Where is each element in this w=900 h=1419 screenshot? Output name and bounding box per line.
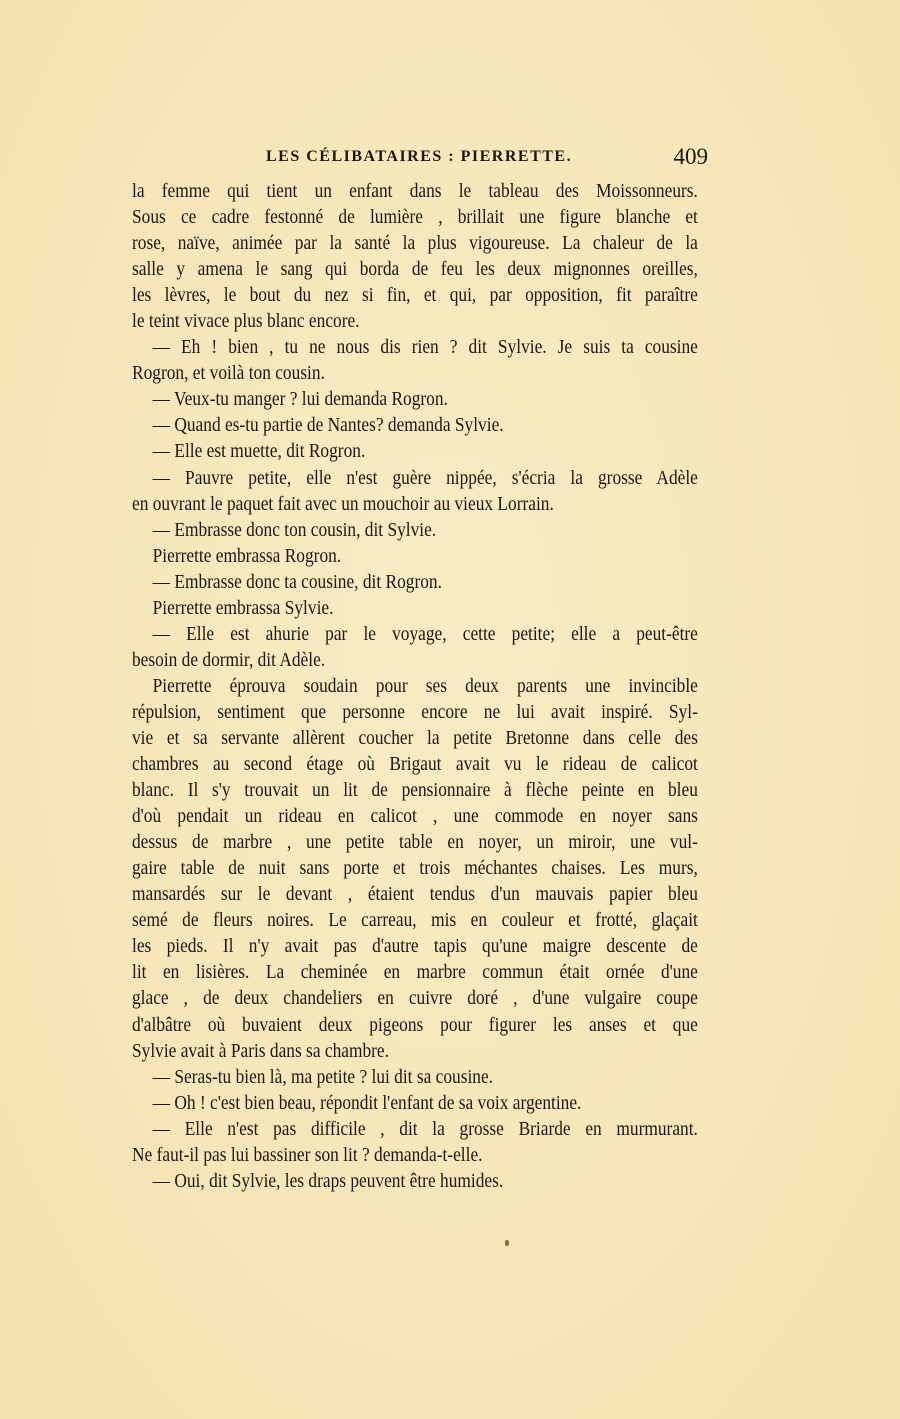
text-line: semé de fleurs noires. Le carreau, mis en couleur et frotté, glaçait bbox=[132, 909, 698, 932]
text-line: d'albâtre où buvaient deux pigeons pour figurer les anses et que bbox=[132, 1013, 698, 1036]
text-line: mansardés sur le devant , étaient tendus d'un mauvais papier bleu bbox=[132, 883, 698, 906]
text-line: — Oui, dit Sylvie, les draps peuvent être humides. bbox=[152, 1169, 504, 1192]
text-line: — Seras-tu bien là, ma petite ? lui dit sa cousine. bbox=[152, 1065, 494, 1088]
text-line: gaire table de nuit sans porte et trois méchantes chaises. Les murs, bbox=[132, 857, 698, 880]
running-head-title: LES CÉLIBATAIRES : PIERRETTE. bbox=[266, 148, 573, 165]
text-line: répulsion, sentiment que personne encore ne lui avait inspiré. Syl- bbox=[132, 700, 698, 723]
text-line: lit en lisières. La cheminée en marbre commun était ornée d'une bbox=[132, 961, 698, 984]
text-line: blanc. Il s'y trouvait un lit de pensionnaire à flèche peinte en bleu bbox=[132, 779, 698, 802]
text-line: — Elle est ahurie par le voyage, cette petite; elle a peut-être bbox=[152, 622, 698, 645]
text-line: — Eh ! bien , tu ne nous dis rien ? dit Sylvie. Je suis ta cousine bbox=[152, 336, 698, 359]
text-line: les lèvres, le bout du nez si fin, et qui, par opposition, fit paraître bbox=[132, 284, 698, 307]
text-line: — Quand es-tu partie de Nantes? demanda Sylvie. bbox=[152, 414, 504, 437]
body-text bbox=[132, 178, 698, 1194]
text-line: — Pauvre petite, elle n'est guère nippée, s'écria la grosse Adèle bbox=[152, 466, 698, 489]
paper-speck bbox=[505, 1240, 509, 1246]
text-line: d'où pendait un rideau en calicot , une commode en noyer sans bbox=[132, 805, 698, 828]
text-line: — Embrasse donc ta cousine, dit Rogron. bbox=[152, 570, 442, 593]
text-line: en ouvrant le paquet fait avec un mouchoir au vieux Lorrain. bbox=[132, 492, 554, 515]
text-line: Pierrette embrassa Sylvie. bbox=[152, 596, 334, 619]
text-line: chambres au second étage où Brigaut avait vu le rideau de calicot bbox=[132, 753, 698, 776]
text-line: Sous ce cadre festonné de lumière , brillait une figure blanche et bbox=[132, 206, 698, 229]
text-line: besoin de dormir, dit Adèle. bbox=[132, 648, 326, 671]
text-line: — Oh ! c'est bien beau, répondit l'enfant de sa voix argentine. bbox=[152, 1091, 582, 1114]
text-line: dessus de marbre , une petite table en noyer, un miroir, une vul- bbox=[132, 831, 698, 854]
text-line: salle y amena le sang qui borda de feu les deux mignonnes oreilles, bbox=[132, 258, 698, 281]
running-head bbox=[160, 146, 708, 172]
text-line: vie et sa servante allèrent coucher la petite Bretonne dans celle des bbox=[132, 726, 698, 749]
text-line: la femme qui tient un enfant dans le tableau des Moissonneurs. bbox=[132, 180, 698, 202]
page-number: 409 bbox=[673, 144, 708, 169]
text-line: Pierrette embrassa Rogron. bbox=[152, 544, 342, 567]
text-line: Pierrette éprouva soudain pour ses deux parents une invincible bbox=[152, 674, 698, 697]
text-line: Rogron, et voilà ton cousin. bbox=[132, 362, 325, 385]
text-line: le teint vivace plus blanc encore. bbox=[132, 310, 360, 333]
text-line: les pieds. Il n'y avait pas d'autre tapis qu'une maigre descente de bbox=[132, 935, 698, 958]
text-line: — Elle est muette, dit Rogron. bbox=[152, 440, 366, 463]
text-line: Sylvie avait à Paris dans sa chambre. bbox=[132, 1039, 389, 1062]
text-line: — Embrasse donc ton cousin, dit Sylvie. bbox=[152, 518, 437, 541]
text-line: Ne faut-il pas lui bassiner son lit ? demanda-t-elle. bbox=[132, 1143, 483, 1166]
text-line: rose, naïve, animée par la santé la plus vigoureuse. La chaleur de la bbox=[132, 232, 698, 255]
text-line: — Veux-tu manger ? lui demanda Rogron. bbox=[152, 388, 448, 411]
text-line: glace , de deux chandeliers en cuivre doré , d'une vulgaire coupe bbox=[132, 987, 698, 1010]
text-line: — Elle n'est pas difficile , dit la grosse Briarde en murmurant. bbox=[152, 1117, 698, 1140]
